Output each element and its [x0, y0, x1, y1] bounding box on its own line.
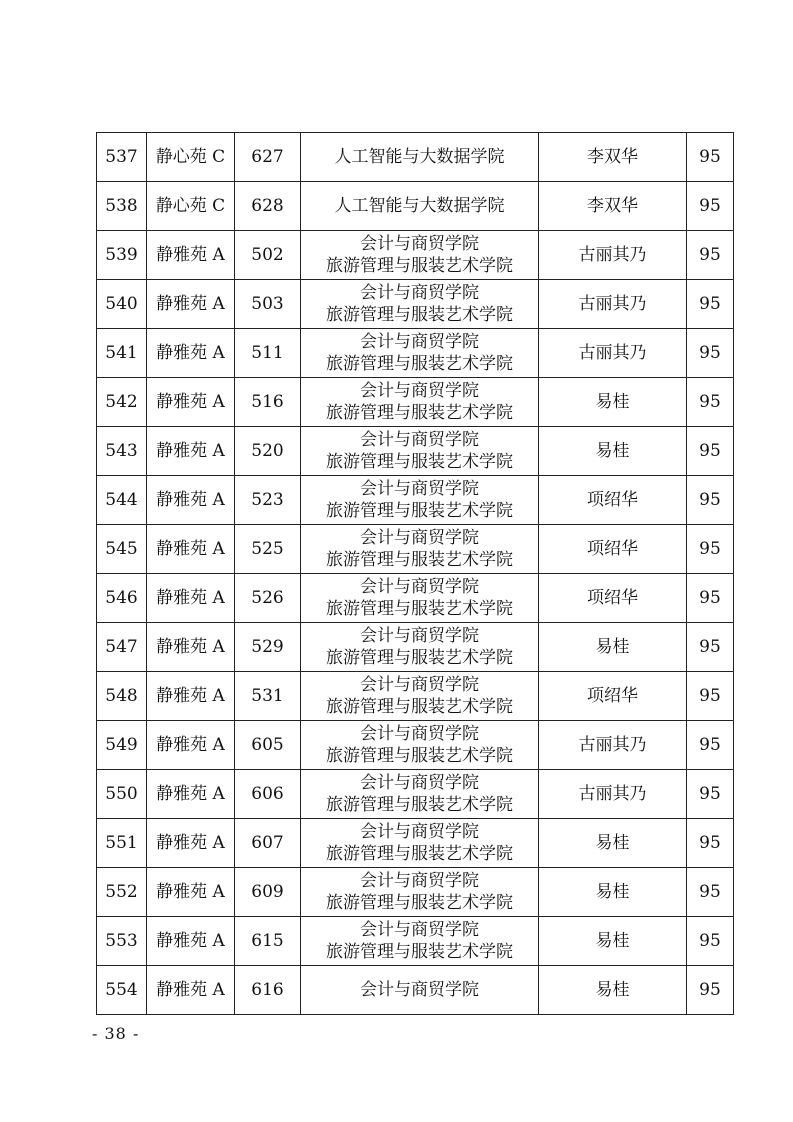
page-number: - 38 - — [92, 1024, 140, 1043]
row-number-cell: 544 — [97, 476, 147, 525]
college-name: 旅游管理与服装艺术学院 — [326, 305, 513, 325]
college-cell — [301, 819, 539, 868]
college-name: 旅游管理与服装艺术学院 — [326, 697, 513, 717]
score-cell: 95 — [687, 819, 734, 868]
row-number-cell: 541 — [97, 329, 147, 378]
college-cell — [301, 917, 539, 966]
table-row — [97, 868, 734, 917]
room-number-cell: 516 — [235, 378, 301, 427]
row-number-cell: 538 — [97, 182, 147, 231]
building-cell: 静雅苑 A — [147, 917, 235, 966]
dormitory-score-table — [96, 132, 734, 1015]
building-cell: 静雅苑 A — [147, 966, 235, 1015]
college-name: 会计与商贸学院 — [360, 822, 479, 842]
room-number-cell: 523 — [235, 476, 301, 525]
college-cell — [301, 329, 539, 378]
college-name: 会计与商贸学院 — [360, 626, 479, 646]
score-cell: 95 — [687, 574, 734, 623]
table-row — [97, 721, 734, 770]
table-row — [97, 378, 734, 427]
table-row — [97, 280, 734, 329]
table-row — [97, 574, 734, 623]
table-row — [97, 182, 734, 231]
table-row — [97, 623, 734, 672]
college-name: 旅游管理与服装艺术学院 — [326, 256, 513, 276]
table-row — [97, 770, 734, 819]
college-name: 会计与商贸学院 — [360, 283, 479, 303]
score-cell: 95 — [687, 231, 734, 280]
building-cell: 静心苑 C — [147, 182, 235, 231]
table-row — [97, 966, 734, 1015]
college-cell — [301, 476, 539, 525]
teacher-cell: 易桂 — [539, 427, 687, 476]
building-cell: 静雅苑 A — [147, 476, 235, 525]
teacher-cell: 古丽其乃 — [539, 231, 687, 280]
college-name: 会计与商贸学院 — [360, 675, 479, 695]
college-name: 旅游管理与服装艺术学院 — [326, 550, 513, 570]
building-cell: 静雅苑 A — [147, 525, 235, 574]
college-name: 旅游管理与服装艺术学院 — [326, 893, 513, 913]
room-number-cell: 615 — [235, 917, 301, 966]
teacher-cell: 古丽其乃 — [539, 770, 687, 819]
college-name: 会计与商贸学院 — [360, 980, 479, 1000]
college-name: 旅游管理与服装艺术学院 — [326, 403, 513, 423]
building-cell: 静雅苑 A — [147, 280, 235, 329]
college-name: 会计与商贸学院 — [360, 871, 479, 891]
college-name: 会计与商贸学院 — [360, 430, 479, 450]
college-name: 旅游管理与服装艺术学院 — [326, 354, 513, 374]
college-cell — [301, 623, 539, 672]
score-cell: 95 — [687, 476, 734, 525]
building-cell: 静雅苑 A — [147, 770, 235, 819]
teacher-cell: 古丽其乃 — [539, 329, 687, 378]
row-number-cell: 549 — [97, 721, 147, 770]
college-name: 旅游管理与服装艺术学院 — [326, 648, 513, 668]
row-number-cell: 540 — [97, 280, 147, 329]
room-number-cell: 525 — [235, 525, 301, 574]
score-cell: 95 — [687, 623, 734, 672]
row-number-cell: 547 — [97, 623, 147, 672]
college-name: 会计与商贸学院 — [360, 332, 479, 352]
college-name: 旅游管理与服装艺术学院 — [326, 501, 513, 521]
row-number-cell: 546 — [97, 574, 147, 623]
score-cell: 95 — [687, 378, 734, 427]
building-cell: 静雅苑 A — [147, 623, 235, 672]
score-cell: 95 — [687, 770, 734, 819]
college-cell — [301, 378, 539, 427]
room-number-cell: 628 — [235, 182, 301, 231]
building-cell: 静雅苑 A — [147, 868, 235, 917]
row-number-cell: 537 — [97, 133, 147, 182]
college-name: 旅游管理与服装艺术学院 — [326, 795, 513, 815]
table-row — [97, 427, 734, 476]
building-cell: 静雅苑 A — [147, 427, 235, 476]
row-number-cell: 552 — [97, 868, 147, 917]
college-name: 会计与商贸学院 — [360, 528, 479, 548]
row-number-cell: 554 — [97, 966, 147, 1015]
row-number-cell: 551 — [97, 819, 147, 868]
row-number-cell: 550 — [97, 770, 147, 819]
room-number-cell: 606 — [235, 770, 301, 819]
score-cell: 95 — [687, 721, 734, 770]
room-number-cell: 526 — [235, 574, 301, 623]
college-name: 旅游管理与服装艺术学院 — [326, 844, 513, 864]
college-cell — [301, 672, 539, 721]
room-number-cell: 605 — [235, 721, 301, 770]
room-number-cell: 609 — [235, 868, 301, 917]
building-cell: 静雅苑 A — [147, 231, 235, 280]
college-cell — [301, 525, 539, 574]
score-cell: 95 — [687, 868, 734, 917]
teacher-cell: 易桂 — [539, 819, 687, 868]
teacher-cell: 项绍华 — [539, 525, 687, 574]
college-name: 会计与商贸学院 — [360, 773, 479, 793]
score-cell: 95 — [687, 966, 734, 1015]
teacher-cell: 项绍华 — [539, 574, 687, 623]
room-number-cell: 616 — [235, 966, 301, 1015]
building-cell: 静雅苑 A — [147, 819, 235, 868]
teacher-cell: 项绍华 — [539, 476, 687, 525]
score-cell: 95 — [687, 133, 734, 182]
college-name: 会计与商贸学院 — [360, 577, 479, 597]
teacher-cell: 易桂 — [539, 623, 687, 672]
college-name: 会计与商贸学院 — [360, 381, 479, 401]
row-number-cell: 545 — [97, 525, 147, 574]
teacher-cell: 项绍华 — [539, 672, 687, 721]
college-cell — [301, 966, 539, 1015]
college-cell — [301, 280, 539, 329]
table-row — [97, 672, 734, 721]
college-name: 会计与商贸学院 — [360, 479, 479, 499]
college-name: 旅游管理与服装艺术学院 — [326, 599, 513, 619]
room-number-cell: 503 — [235, 280, 301, 329]
room-number-cell: 520 — [235, 427, 301, 476]
teacher-cell: 易桂 — [539, 966, 687, 1015]
row-number-cell: 548 — [97, 672, 147, 721]
score-cell: 95 — [687, 917, 734, 966]
table-row — [97, 231, 734, 280]
college-name: 人工智能与大数据学院 — [334, 196, 505, 216]
teacher-cell: 易桂 — [539, 917, 687, 966]
college-cell — [301, 133, 539, 182]
table-row — [97, 819, 734, 868]
teacher-cell: 易桂 — [539, 378, 687, 427]
college-name: 旅游管理与服装艺术学院 — [326, 746, 513, 766]
room-number-cell: 627 — [235, 133, 301, 182]
score-cell: 95 — [687, 182, 734, 231]
college-name: 人工智能与大数据学院 — [334, 147, 505, 167]
college-cell — [301, 721, 539, 770]
score-cell: 95 — [687, 427, 734, 476]
row-number-cell: 539 — [97, 231, 147, 280]
college-cell — [301, 770, 539, 819]
college-cell — [301, 574, 539, 623]
college-cell — [301, 868, 539, 917]
college-name: 旅游管理与服装艺术学院 — [326, 452, 513, 472]
teacher-cell: 古丽其乃 — [539, 721, 687, 770]
row-number-cell: 543 — [97, 427, 147, 476]
college-cell — [301, 427, 539, 476]
room-number-cell: 502 — [235, 231, 301, 280]
score-cell: 95 — [687, 280, 734, 329]
row-number-cell: 553 — [97, 917, 147, 966]
building-cell: 静雅苑 A — [147, 672, 235, 721]
table-body — [97, 133, 734, 1015]
score-cell: 95 — [687, 329, 734, 378]
building-cell: 静雅苑 A — [147, 574, 235, 623]
table-row — [97, 917, 734, 966]
building-cell: 静雅苑 A — [147, 378, 235, 427]
room-number-cell: 529 — [235, 623, 301, 672]
teacher-cell: 易桂 — [539, 868, 687, 917]
table-row — [97, 329, 734, 378]
college-cell — [301, 182, 539, 231]
teacher-cell: 李双华 — [539, 182, 687, 231]
room-number-cell: 607 — [235, 819, 301, 868]
score-cell: 95 — [687, 672, 734, 721]
teacher-cell: 古丽其乃 — [539, 280, 687, 329]
college-name: 会计与商贸学院 — [360, 920, 479, 940]
table-row — [97, 133, 734, 182]
score-cell: 95 — [687, 525, 734, 574]
row-number-cell: 542 — [97, 378, 147, 427]
table-row — [97, 476, 734, 525]
building-cell: 静雅苑 A — [147, 721, 235, 770]
building-cell: 静雅苑 A — [147, 329, 235, 378]
teacher-cell: 李双华 — [539, 133, 687, 182]
college-name: 会计与商贸学院 — [360, 234, 479, 254]
college-cell — [301, 231, 539, 280]
table-row — [97, 525, 734, 574]
college-name: 会计与商贸学院 — [360, 724, 479, 744]
room-number-cell: 531 — [235, 672, 301, 721]
building-cell: 静心苑 C — [147, 133, 235, 182]
room-number-cell: 511 — [235, 329, 301, 378]
college-name: 旅游管理与服装艺术学院 — [326, 942, 513, 962]
